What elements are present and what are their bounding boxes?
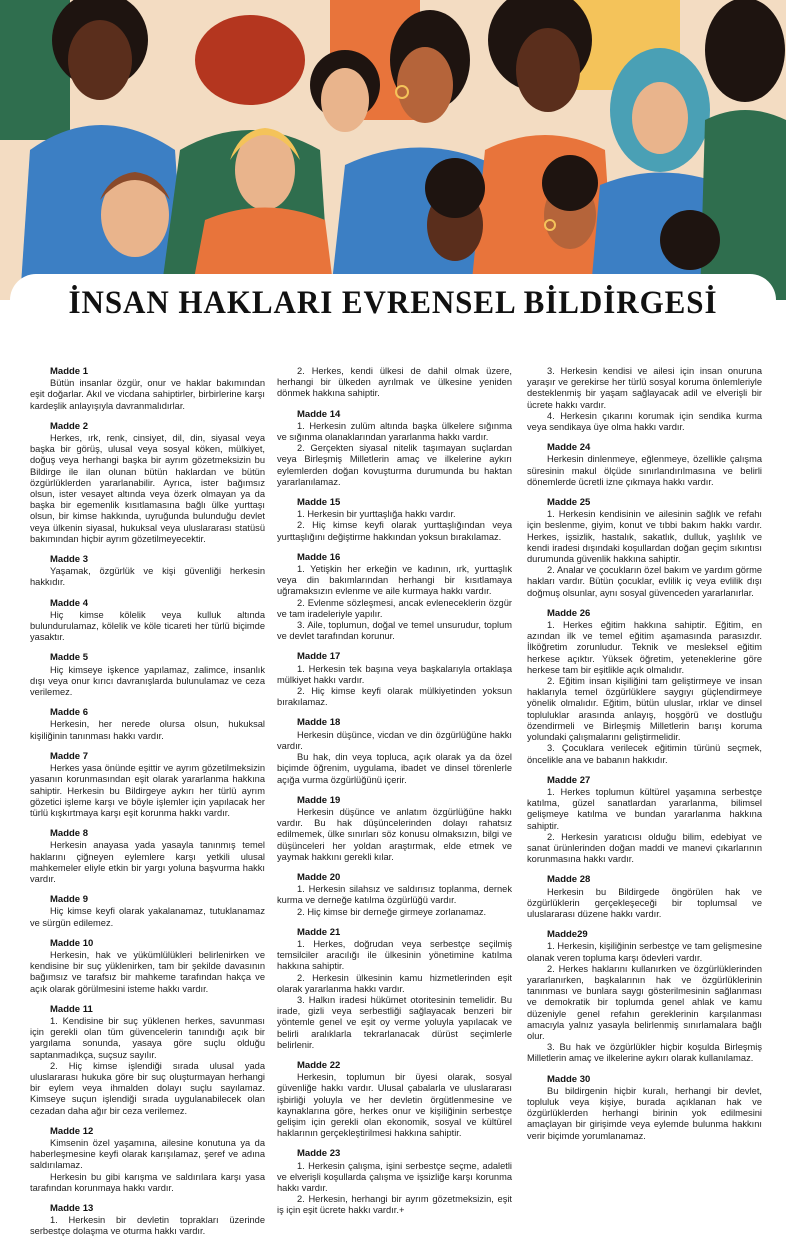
article-title: Madde 16 — [297, 551, 341, 563]
article-paragraph: Herkesin bu Bildirgede öngörülen hak ve özgürlüklerin gerçekleşeceği bir toplumsal ve uluslararası düzene hakkı vardır. — [527, 886, 762, 919]
article-title: Madde 9 — [50, 894, 89, 906]
article-paragraph: Herkes, ırk, renk, cinsiyet, dil, din, siyasal veya başka bir görüş, ulusal veya sosyal köken, mülkiyet, doğuş veya herhangi başka bir ayrım gözetmeksizin bu Bildirge ile ilan olunan bütün haklardan ve bütün özgürlüklerden yararlanabilir. Ayrıca, ister bağımsız olsun, ister vesayet altında veya özerk olmayan ya da başka bir egemenlik kısıtlamasına bağlı ülke yurttaşı olsun, bir kimse hakkında, uyruğunda bulunduğu devlet veya ülkenin siyasal, hukuksal veya uluslararası statüsü bakımından hiçbir ayrım gözetilmeyecektir. — [30, 433, 265, 544]
article-paragraph: 2. Evlenme sözleşmesi, ancak evleneceklerin özgür ve tam iradeleriyle yapılır. — [277, 597, 512, 619]
article-paragraph: 2. Hiç kimse keyfi olarak yurttaşlığından veya yurttaşlığını değiştirme hakkından yoksun bırakılamaz. — [277, 520, 512, 542]
article-title: Madde 18 — [297, 717, 341, 729]
article — [277, 795, 512, 863]
article-paragraph: 3. Halkın iradesi hükümet otoritesinin temelidir. Bu irade, gizli veya serbestliği sağlayacak benzeri bir yöntemle genel ve eşit oy verme yoluyla yapılacak ve belirli aralıklarla tekrarlanacak dürüst seçimlerle belirlenir. — [277, 994, 512, 1050]
article-title: Madde 30 — [547, 1073, 591, 1085]
article-paragraph: 2. Hiç kimse işlendiği sırada ulusal yada uluslararası hukuka göre bir suç oluşturmayan herhangi bir eylem veya ihmalden dolayı suçlu sayılamaz. Kimseye suçun işlendiği sırada uygulanabilecek olan cezadan daha ağır bir ceza verilemez. — [30, 1060, 265, 1116]
article-paragraph: 2. Gerçekten siyasal nitelik taşımayan suçlardan veya Birleşmiş Milletlerin amaç ve ilkelerine aykırı eylemlerden doğan kovuşturma durumunda bu haktan yararlanılamaz. — [277, 443, 512, 487]
article-paragraph: Hiç kimse kölelik veya kulluk altında bulundurulamaz, kölelik ve köle ticareti her türlü biçimde yasaktır. — [30, 609, 265, 643]
article-title: Madde 1 — [50, 366, 89, 377]
article-title: Madde 13 — [50, 1203, 94, 1214]
article-title: Madde 21 — [297, 926, 341, 938]
article — [30, 751, 265, 819]
article-paragraph: 2. Herkesin ülkesinin kamu hizmetlerinden eşit olarak yararlanma hakkı vardır. — [277, 972, 512, 994]
article-paragraph: Bütün insanlar özgür, onur ve haklar bakımından eşit doğarlar. Akıl ve vicdana sahiptirler, birbirlerine karşı kardeşlik anlayışıyla davranmalıdırlar. — [30, 378, 265, 411]
article — [30, 1126, 265, 1194]
article — [277, 927, 512, 1051]
article-paragraph: 3. Bu hak ve özgürlükler hiçbir koşulda Birleşmiş Milletlerin amaç ve ilkelerine aykırı olarak kullanılamaz. — [527, 1042, 762, 1064]
article — [30, 1004, 265, 1117]
article-paragraph: 1. Herkesin tek başına veya başkalarıyla ortaklaşa mülkiyet hakkı vardır. — [277, 663, 512, 685]
article-title: Madde 25 — [547, 497, 591, 509]
article-paragraph: 2. Herkes, kendi ülkesi de dahil olmak üzere, herhangi bir ülkeden ayrılmak ve ülkesine yeniden dönmek hakkına sahiptir. — [277, 366, 512, 399]
article — [30, 421, 265, 545]
article-paragraph: 2. Eğitim insan kişiliğini tam geliştirmeye ve insan haklarıyla temel özgürlüklere saygıyı güçlendirmeye yönelik olmalıdır. Eğitim, bütün uluslar, ırklar ve dinsel topluluklar arasında anlayış, hoşgörü ve dostluğu özendirmeli ve Birleşmiş Milletlerin barışı koruma yolundaki çalışmalarını geliştirmelidir. — [527, 676, 762, 743]
article-paragraph: Hiç kimse keyfi olarak yakalanamaz, tutuklanamaz ve sürgün edilemez. — [30, 906, 265, 928]
article-title: Madde 3 — [50, 554, 89, 566]
article-title: Madde 19 — [297, 794, 341, 806]
article-paragraph: 1. Herkesin silahsız ve saldırısız toplanma, dernek kurma ve derneğe katılma özgürlüğü vardır. — [277, 884, 512, 906]
article-paragraph: Herkesin düşünce, vicdan ve din özgürlüğüne hakkı vardır. — [277, 729, 512, 751]
article-paragraph: 1. Herkes toplumun kültürel yaşamına serbestçe katılma, güzel sanatlardan yararlanma, bilimsel gelişmeye katılma ve bundan yararlanma hakkına sahiptir. — [527, 786, 762, 831]
article-paragraph: 1. Herkesin bir devletin toprakları üzerinde serbestçe dolaşma ve oturma hakkı vardır. — [30, 1215, 265, 1237]
article — [277, 366, 512, 400]
people-illustration-banner — [0, 0, 786, 300]
article — [277, 1148, 512, 1216]
article-paragraph: 2. Herkes haklarını kullanırken ve özgürlüklerinden yararlanırken, başkalarının hak ve özgürlüklerinin tanınması ve bunlara saygı gösterilmesinin sağlanması ve demokratik bir toplumda genel ahlak ve kamu düzeniyle genel refahın gereklerinin karşılanması amacıyla yalnız yasayla belirlenmiş sınırlamalara bağlı olur. — [527, 963, 762, 1041]
article — [30, 828, 265, 885]
article — [527, 497, 762, 599]
article-title: Madde 27 — [547, 774, 591, 786]
article-paragraph: 1. Herkesin çalışma, işini serbestçe seçme, adaletli ve elverişli koşullarda çalışma ve işsizliğe karşı korunma hakkı vardır. — [277, 1160, 512, 1193]
article-paragraph: 2. Hiç kimse bir derneğe girmeye zorlanamaz. — [297, 906, 487, 917]
article-paragraph: Herkes yasa önünde eşittir ve ayrım gözetilmeksizin yasanın korunmasından eşit olarak yararlanma hakkına sahiptir. Herkesin bu Bildirgeye aykırı her türlü ayrım gözetici işleme karşı ve böyle işlemler için yapılacak her türlü kışkırtmaya karşı eşit korunma hakkı vardır. — [30, 763, 265, 818]
text-column-1 — [30, 366, 265, 1237]
article-title: Madde 6 — [50, 707, 89, 719]
article — [527, 608, 762, 766]
article-paragraph: 1. Herkes eğitim hakkına sahiptir. Eğitim, en azından ilk ve temel eğitim aşamasında parasızdır. İlköğretim zorunludur. Teknik ve mesleksel eğitim herkese açıktır. Yüksek öğretim, yeteneklerine göre herkese tam bir eşitlikle açık olmalıdır. — [527, 620, 762, 675]
article — [277, 1060, 512, 1139]
article-paragraph: Bu bildirgenin hiçbir kuralı, herhangi bir devlet, topluluk veya kişiye, burada açıklanan hak ve özgürlüklerden herhangi birinin yok edilmesini amaçlayan bir girişimde veya eylemde bulunma hakkını verir biçimde yorumlanamaz. — [527, 1085, 762, 1141]
article-title: Madde 7 — [50, 750, 89, 762]
article-paragraph: Herkesin, her nerede olursa olsun, hukuksal kişiliğinin tanınması hakkı vardır. — [30, 719, 265, 741]
article — [277, 651, 512, 708]
article-title: Madde 5 — [50, 652, 89, 664]
article — [30, 707, 265, 742]
text-column-3 — [527, 366, 762, 1200]
article-title: Madde 20 — [297, 871, 341, 883]
article-paragraph: Hiç kimseye işkence yapılamaz, zalimce, insanlık dışı veya onur kırıcı davranışlarda bulunulamaz ve ceza verilemez. — [30, 664, 265, 698]
article-paragraph: 1. Herkesin, kişiliğinin serbestçe ve tam gelişmesine olanak veren topluma karşı ödevleri vardır. — [527, 941, 762, 963]
article-paragraph: 4. Herkesin çıkarını korumak için sendika kurma veya sendikaya üye olma hakkı vardır. — [527, 410, 762, 433]
article-title: Madde 24 — [547, 442, 591, 454]
article — [277, 872, 512, 918]
text-column-2 — [277, 366, 512, 1216]
article-title: Madde 4 — [50, 597, 89, 609]
article-title: Madde 10 — [50, 937, 94, 949]
article-paragraph: 1. Kendisine bir suç yüklenen herkes, savunması için gerekli olan tüm güvencelerin tanındığı açık bir yargılama sonunda, yasaya göre suçlu olduğu saptanmadıkça, suçsuz sayılır. — [30, 1015, 265, 1060]
article-paragraph: 1. Herkesin zulüm altında başka ülkelere sığınma ve sığınma olanaklarından yararlanma hakkı vardır. — [277, 420, 512, 443]
article — [527, 366, 762, 433]
article-paragraph: 2. Analar ve çocukların özel bakım ve yardım görme hakları vardır. Bütün çocuklar, evlilik iç veya evlilik dışı doğmuş olsunlar, aynı sosyal güvenceden yararlanırlar. — [527, 565, 762, 598]
article — [30, 366, 265, 412]
article-title: Madde 15 — [297, 497, 341, 509]
article — [30, 554, 265, 589]
article-paragraph: 1. Herkesin bir yurttaşlığa hakkı vardır. — [297, 509, 456, 520]
article-paragraph: Kimsenin özel yaşamına, ailesine konutuna ya da haberleşmesine keyfi olarak karışılamaz, şeref ve adına saldırılamaz. — [30, 1137, 265, 1171]
article — [30, 894, 265, 929]
article — [30, 652, 265, 698]
article-title: Madde 12 — [50, 1125, 94, 1137]
article-title: Madde 11 — [50, 1003, 93, 1015]
article — [527, 775, 762, 866]
article-paragraph: 1. Yetişkin her erkeğin ve kadının, ırk, yurttaşlık veya din bakımlarından herhangi bir kısıtlamaya uğramaksızın evlenme ve aile kurmaya hakkı vardır. — [277, 564, 512, 597]
article-title: Madde 23 — [297, 1148, 341, 1160]
article-paragraph: Herkesin düşünce ve anlatım özgürlüğüne hakkı vardır. Bu hak düşüncelerinden dolayı rahatsız edilmemek, ülke sınırları söz konusu olmaksızın, bilgi ve düşünceleri her yoldan araştırmak, elde etmek ve yaymak hakkını gerekli kılar. — [277, 806, 512, 862]
article-title: Madde29 — [547, 929, 588, 941]
article-paragraph: Herkesin, hak ve yükümlülükleri belirlenirken ve kendisine bir suç yüklenirken, tam bir şekilde davasının bağımsız ve tarafsız bir mahkeme tarafından hakça ve açık olarak görülmesini isteme hakkı vardır. — [30, 949, 265, 994]
article-paragraph: Herkesin dinlenmeye, eğlenmeye, özellikle çalışma süresinin makul ölçüde sınırlandırılmasına ve belirli dönemlerde ücretli izne çıkmaya hakkı vardır. — [527, 454, 762, 487]
article-title: Madde 28 — [547, 874, 591, 886]
article — [30, 1203, 265, 1238]
article — [527, 874, 762, 920]
page-title: İNSAN HAKLARI EVRENSEL BİLDİRGESİ — [68, 285, 718, 321]
article-paragraph: 3. Çocuklara verilecek eğitimin türünü seçmek, öncelikle ana ve babanın hakkıdır. — [527, 743, 762, 765]
article — [527, 442, 762, 488]
article-paragraph: Bu hak, din veya topluca, açık olarak ya da özel biçimde öğrenim, uygulama, ibadet ve dinsel törenlerle açığa vurma özgürlüğünü içerir. — [277, 752, 512, 785]
article — [277, 409, 512, 488]
article-title: Madde 8 — [50, 828, 89, 840]
article — [527, 929, 762, 1064]
article-paragraph: 2. Hiç kimse keyfi olarak mülkiyetinden yoksun bırakılamaz. — [277, 686, 512, 708]
diverse-people-illustration-icon — [0, 0, 786, 300]
article-title: Madde 2 — [50, 420, 89, 432]
article — [277, 497, 512, 543]
article-paragraph: 1. Herkes, doğrudan veya serbestçe seçilmiş temsilciler aracılığı ile ülkesinin yönetimine katılma hakkına sahiptir. — [277, 938, 512, 972]
article — [277, 717, 512, 785]
article-paragraph: 2. Herkesin yaratıcısı olduğu bilim, edebiyat ve sanat ürünlerinden doğan maddi ve manevi çıkarlarının korunmasına hakkı vardır. — [527, 831, 762, 865]
article-paragraph: 3. Herkesin kendisi ve ailesi için insan onuruna yaraşır ve gerekirse her türlü sosyal koruma önlemleriyle desteklenmiş bir yaşam sağlayacak adil ve elverişli bir ücrete hakkı vardır. — [527, 366, 762, 410]
article — [527, 1074, 762, 1142]
article-paragraph: Yaşamak, özgürlük ve kişi güvenliği herkesin hakkıdır. — [30, 566, 265, 588]
article-paragraph: 3. Aile, toplumun, doğal ve temel unsurudur, toplum ve devlet tarafından korunur. — [277, 620, 512, 642]
article-paragraph: Herkesin, toplumun bir üyesi olarak, sosyal güvenliğe hakkı vardır. Ulusal çabalarla ve uluslararası işbirliği yoluyla ve her devletin örgütlenmesine ve kaynaklarına göre, herkes onur ve kişiliğinin serbestçe gelişim için gerekli olan ekonomik, sosyal ve kültürel haklarının gerçekleştirilmesi hakkına sahiptir. — [277, 1072, 512, 1139]
article-paragraph: Herkesin anayasa yada yasayla tanınmış temel haklarını çiğneyen eylemlere karşı yetkili ulusal mahkemeler eliyle etkin bir yargı yoluna başvurma hakkı vardır. — [30, 840, 265, 884]
article-title: Madde 17 — [297, 651, 341, 663]
article-title: Madde 22 — [297, 1059, 341, 1071]
article-paragraph: 2. Herkesin, herhangi bir ayrım gözetmeksizin, eşit iş için eşit ücrete hakkı vardır.+ — [277, 1194, 512, 1216]
article — [30, 598, 265, 644]
article — [30, 938, 265, 995]
article — [277, 552, 512, 643]
article-title: Madde 26 — [547, 607, 591, 619]
article-paragraph: Herkesin bu gibi karışma ve saldırılara karşı yasa tarafından korunmaya hakkı vardır. — [30, 1171, 265, 1193]
article-title: Madde 14 — [297, 408, 341, 420]
article-paragraph: 1. Herkesin kendisinin ve ailesinin sağlık ve refahı için beslenme, giyim, konut ve tıbbi bakım hakkı vardır. Herkes, işsizlik, hastalık, sakatlık, dulluk, yaşlılık ve kendi iradesi dışındaki koşullardan doğan geçim sıkıntısı durumunda güvenlik hakkına sahiptir. — [527, 509, 762, 565]
